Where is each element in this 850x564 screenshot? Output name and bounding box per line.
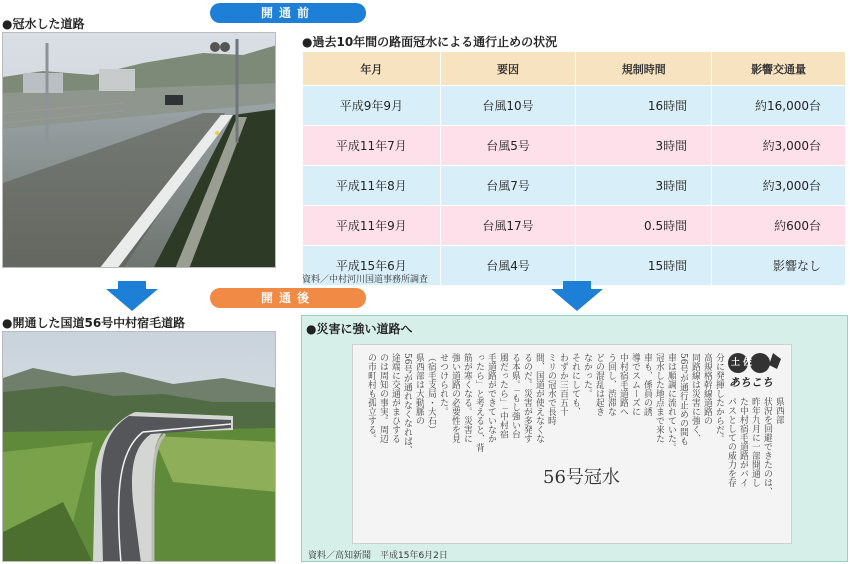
news-text-column: せつけられた。 — [438, 353, 448, 416]
cell-date: 平成9年9月 — [303, 86, 441, 126]
banner-after: 開通後 — [210, 288, 366, 308]
news-text-column: 強い道路の必要性を見 — [450, 353, 460, 443]
news-text-column: 車も、係員の誘 — [642, 353, 652, 416]
news-text-column: 同路線は災害に強く、 — [690, 353, 700, 443]
cell-traffic: 約3,000台 — [712, 166, 846, 206]
news-text-column: 56号が通れなくなれば、 — [402, 353, 412, 455]
news-text-column: パスとしての威力を存 — [726, 397, 736, 487]
news-text-column: 冠水した地点まで来た — [654, 353, 664, 443]
table-row — [303, 166, 846, 206]
cell-cause: 台風17号 — [440, 206, 576, 246]
news-headline: 56号冠水 — [543, 467, 620, 488]
news-text-column: 車は順調に流れていた。 — [666, 353, 676, 452]
news-text-column: のは周知の事実。周辺 — [378, 353, 388, 443]
cell-date: 平成11年9月 — [303, 206, 441, 246]
tosa-achikochi-logo — [727, 351, 783, 391]
newspaper-clipping — [352, 344, 792, 544]
news-text-column: 毛道路ができていなか — [486, 353, 496, 443]
news-text-column: 状況を回避できたのは、 — [762, 397, 772, 496]
news-text-column: 56号が通行止めの間も — [678, 353, 688, 446]
news-text-column: （宿毛支局・大石） — [426, 353, 436, 434]
news-text-column: なかった。 — [582, 353, 592, 398]
news-source: 資料／高知新聞 平成15年6月2日 — [308, 551, 448, 561]
news-text-column: わずか三百五十 — [558, 353, 568, 416]
col-header-cause: 要因 — [440, 52, 576, 86]
down-arrow-right-stem — [563, 281, 591, 289]
news-text-column: それにしても、 — [570, 353, 580, 416]
news-text-column: 分に発揮したからだ。 — [714, 353, 724, 443]
table-row — [303, 126, 846, 166]
banner-before: 開通前 — [210, 3, 366, 23]
section-opened-road: ●開通した国道56号中村宿毛道路 — [2, 316, 186, 330]
cell-cause: 台風5号 — [440, 126, 576, 166]
section-disaster-road: ●災害に強い道路へ — [306, 322, 413, 336]
cell-cause: 台風4号 — [440, 246, 576, 286]
table-row — [303, 86, 846, 126]
news-text-column: る本県。「もし強い台 — [510, 353, 520, 439]
news-text-column: 間、国道が使えなくな — [534, 353, 544, 443]
news-text-column: ミリの冠水で長時 — [546, 353, 556, 425]
cell-traffic: 約3,000台 — [712, 126, 846, 166]
cell-traffic: 約16,000台 — [712, 86, 846, 126]
news-text-column: の市町村も孤立する。 — [366, 353, 376, 443]
logo-text-tosa: 土佐 — [731, 358, 756, 368]
news-text-column: ったら」と考えると、背 — [474, 353, 484, 452]
cell-cause: 台風10号 — [440, 86, 576, 126]
flooded-road-photo — [2, 32, 276, 268]
cell-date: 平成11年7月 — [303, 126, 441, 166]
opened-road-photo — [2, 331, 276, 562]
news-text-column: 県西部 — [774, 397, 784, 424]
news-text-column: 導でスムーズに — [630, 353, 640, 416]
news-text-column: 風だったら」「中村宿 — [498, 353, 508, 439]
news-text-column: た中村宿毛道路がバイ — [738, 397, 748, 487]
col-header-duration: 規制時間 — [576, 52, 712, 86]
section-flooded-road: ●冠水した道路 — [2, 17, 85, 31]
logo-text-achikochi: あちこち — [729, 376, 773, 389]
down-arrow-left-icon — [106, 289, 158, 311]
cell-duration: 16時間 — [576, 86, 712, 126]
news-text-column: 昨年九月に一部開通し — [750, 397, 760, 487]
cell-date: 平成15年6月 — [303, 246, 441, 286]
cell-traffic: 影響なし — [712, 246, 846, 286]
news-panel — [301, 315, 848, 562]
down-arrow-left-stem — [118, 281, 146, 289]
cell-date: 平成11年8月 — [303, 166, 441, 206]
cell-duration: 3時間 — [576, 166, 712, 206]
table-source: 資料／中村河川国道事務所調査 — [302, 275, 429, 285]
cell-duration: 15時間 — [576, 246, 712, 286]
cell-cause: 台風7号 — [440, 166, 576, 206]
news-text-column: 途端に交通がまひする — [390, 353, 400, 443]
news-text-column: 高規格幹線道路の — [702, 353, 712, 425]
cell-traffic: 約600台 — [712, 206, 846, 246]
section-flood-table-title: ●過去10年間の路面冠水による通行止めの状況 — [302, 35, 558, 49]
table-row — [303, 206, 846, 246]
news-text-column: 中村宿毛道路へ — [618, 353, 628, 416]
news-text-column: るのだ。災害が多発す — [522, 353, 532, 443]
col-header-traffic: 影響交通量 — [712, 52, 846, 86]
news-text-column: どの混乱は起き — [594, 353, 604, 416]
news-text-column: う回し、渋滞な — [606, 353, 616, 416]
news-text-column: 筋が寒くなる。災害に — [462, 353, 472, 443]
news-text-column: 県西部は大動脈の — [414, 353, 424, 425]
col-header-date: 年月 — [303, 52, 441, 86]
flood-closure-table — [302, 51, 846, 286]
down-arrow-right-icon — [551, 289, 603, 311]
cell-duration: 3時間 — [576, 126, 712, 166]
table-header-row — [303, 52, 846, 86]
cell-duration: 0.5時間 — [576, 206, 712, 246]
